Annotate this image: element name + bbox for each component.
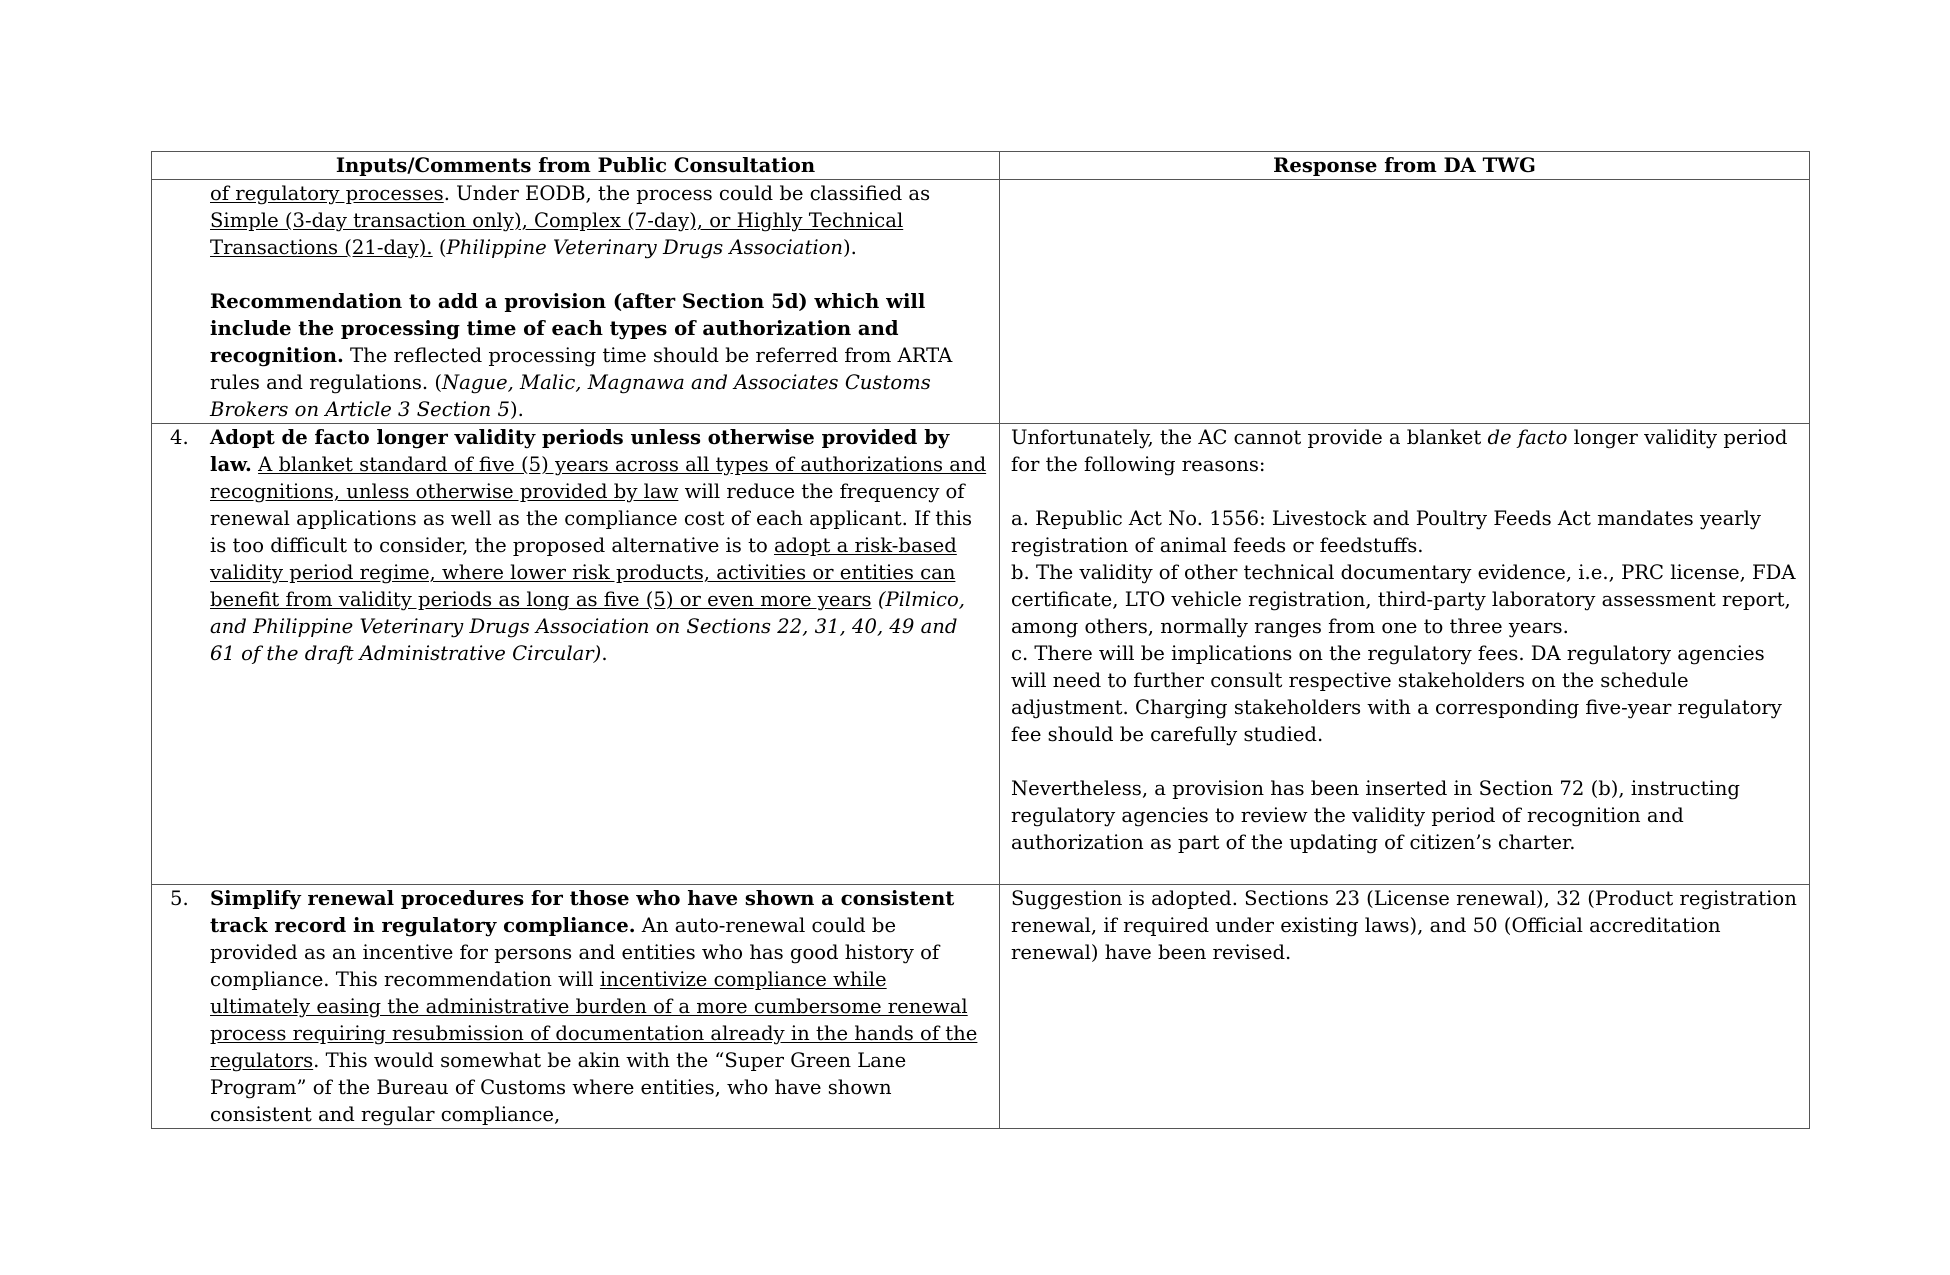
source-citation: Nague, Malic, Magnawa and Associates Customs Brokers on Article 3 Section 5 <box>210 371 931 421</box>
response-cell <box>1000 885 1810 1129</box>
comment-paragraph <box>210 288 987 423</box>
list-item <box>170 424 987 667</box>
text-run: will reduce the frequency of renewal applications as well as the compliance cost of each applicant. If this is too difficult to consider, the proposed alternative is to <box>210 480 973 557</box>
source-citation: (Pilmico, and Philippine Veterinary Drugs Association on Sections 22, 31, 40, 49 and 61 of the draft Administrative Circular) <box>210 588 966 665</box>
text-run: . <box>601 642 608 665</box>
reason-c: c. There will be implications on the regulatory fees. DA regulatory agencies will need to further consult respective stakeholders on the schedule adjustment. Charging stakeholders with a corresponding five-year regulatory fee should be carefully studied. <box>1011 642 1782 746</box>
bold-recommendation: Simplify renewal procedures for those who have shown a consistent track record in regulatory compliance. <box>210 887 955 937</box>
item-number: 4. <box>170 426 189 449</box>
reason-b: b. The validity of other technical documentary evidence, i.e., PRC license, FDA certificate, LTO vehicle registration, third-party laboratory assessment report, among others, normally ranges from one to three years. <box>1011 561 1796 638</box>
text-run: . Under EODB, the process could be classified as <box>443 182 931 205</box>
table-row-continued <box>152 180 1810 424</box>
text-run: An auto-renewal could be provided as an incentive for persons and entities who has good history of compliance. This recommendation will <box>210 914 940 991</box>
response-closing: Nevertheless, a provision has been inserted in Section 72 (b), instructing regulatory agencies to review the validity period of recognition and authorization as part of the updating of citizen’s charter. <box>1011 777 1740 854</box>
comment-paragraph <box>210 180 987 261</box>
text-run: longer validity period for the following reasons: <box>1011 426 1788 476</box>
consultation-matrix-table <box>151 151 1810 1129</box>
underlined-text: adopt a risk-based validity period regime, where lower risk products, activities or entities can benefit from validity periods as long as five (5) or even more years <box>210 534 957 611</box>
comment-paragraph <box>210 424 987 667</box>
item-number: 5. <box>170 887 189 910</box>
bold-recommendation: Adopt de facto longer validity periods unless otherwise provided by law. <box>210 426 950 476</box>
underlined-text: of regulatory processes <box>210 182 444 205</box>
text-run: Unfortunately, the AC cannot provide a blanket <box>1011 426 1488 449</box>
text-run: The reflected processing time should be referred from ARTA rules and regulations. ( <box>210 344 953 394</box>
comment-cell <box>152 180 1000 424</box>
table-row-5 <box>152 885 1810 1129</box>
underlined-text: incentivize compliance while ultimately easing the administrative burden of a more cumbersome renewal process requiring resubmission of documentation already in the hands of the regulators <box>210 968 978 1072</box>
text-run: ). <box>509 398 524 421</box>
text-run: ). <box>843 236 857 259</box>
comment-paragraph <box>210 885 987 1128</box>
underlined-text: Simple (3-day transaction only), Complex (7-day), or Highly Technical Transactions (21-day). <box>210 209 904 259</box>
comment-cell <box>152 885 1000 1129</box>
text-run: ( <box>432 236 447 259</box>
source-citation: Philippine Veterinary Drugs Association <box>446 236 843 259</box>
reason-a: a. Republic Act No. 1556: Livestock and Poultry Feeds Act mandates yearly registration of animal feeds or feedstuffs. <box>1011 507 1761 557</box>
bold-recommendation: Recommendation to add a provision (after Section 5d) which will include the processing time of each types of authorization and recognition. <box>210 290 926 367</box>
response-cell-empty <box>1000 180 1810 424</box>
table-row-4 <box>152 424 1810 885</box>
header-response: Response from DA TWG <box>1000 152 1810 180</box>
header-row <box>152 152 1810 180</box>
underlined-text: A blanket standard of five (5) years across all types of authorizations and recognitions, unless otherwise provided by law <box>210 453 987 503</box>
response-cell <box>1000 424 1810 885</box>
comment-cell <box>152 424 1000 885</box>
response-intro <box>1011 424 1797 478</box>
list-item <box>170 885 987 1128</box>
response-text: Suggestion is adopted. Sections 23 (License renewal), 32 (Product registration renewal, if required under existing laws), and 50 (Official accreditation renewal) have been revised. <box>1011 887 1797 964</box>
text-run: . This would somewhat be akin with the “Super Green Lane Program” of the Bureau of Customs where entities, who have shown consistent and regular compliance, <box>210 1049 907 1126</box>
header-inputs-comments: Inputs/Comments from Public Consultation <box>152 152 1000 180</box>
italic-term: de facto <box>1487 426 1568 449</box>
